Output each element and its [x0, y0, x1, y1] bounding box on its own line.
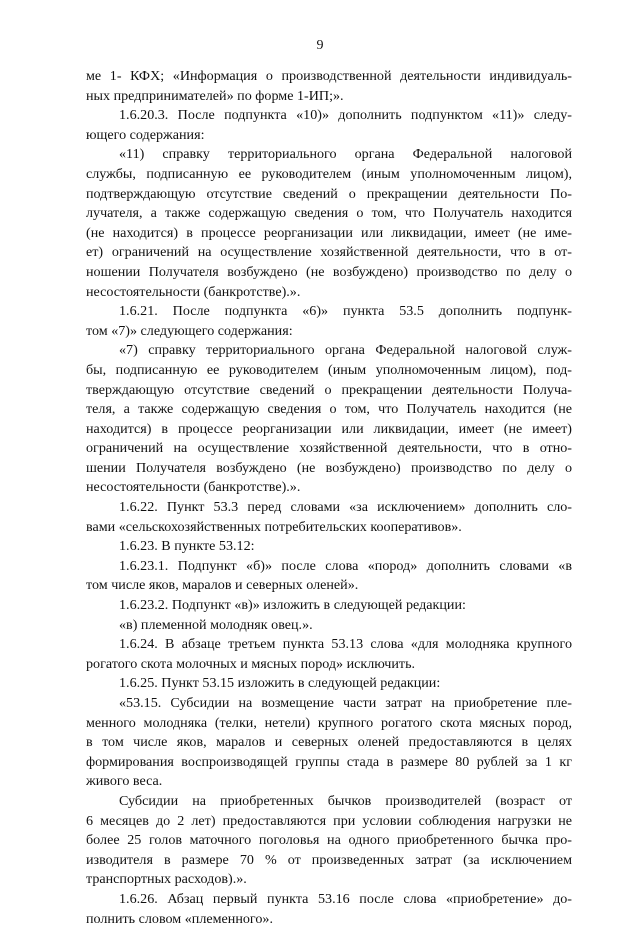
text-line: изводителя в размере 70 % от произведенных затрат (за исключением [86, 851, 572, 868]
text-line: ношении Получателя возбуждено (не возбуждено) производство по делу о [86, 263, 572, 280]
text-line: 1.6.22. Пункт 53.3 перед словами «за исключением» дополнить сло- [119, 499, 572, 516]
text-line: несостоятельности (банкротстве).». [86, 283, 301, 300]
text-line: 1.6.23.1. Подпункт «б)» после слова «пород» дополнить словами «в [119, 557, 572, 574]
document-body [86, 67, 572, 929]
text-line: рогатого скота молочных и мясных пород» исключить. [86, 655, 416, 672]
text-line: «11) справку территориального органа Федеральной налоговой [119, 146, 572, 163]
text-line: находится) в процессе реорганизации или ликвидации, имеет (не имеет) [86, 420, 572, 437]
text-line: том «7)» следующего содержания: [86, 322, 293, 339]
text-line: 6 месяцев до 2 лет) предоставляются при условии соблюдения нагрузки не [86, 812, 572, 829]
text-line: в том числе яков, маралов и северных оленей предоставляются в целях [86, 734, 572, 751]
text-line: полнить словом «племенного». [86, 910, 273, 927]
text-line: «7) справку территориального органа Федеральной налоговой служ- [119, 342, 572, 359]
text-line: Субсидии на приобретенных бычков производителей (возраст от [119, 792, 572, 809]
text-line: ограничений на осуществление хозяйственной деятельности, что в отно- [86, 440, 572, 457]
text-line: тверждающую отсутствие сведений о прекращении деятельности Получа- [86, 381, 572, 398]
text-line: 1.6.24. В абзаце третьем пункта 53.13 слова «для молодняка крупного [119, 636, 572, 653]
text-line: «53.15. Субсидии на возмещение части затрат на приобретение пле- [119, 695, 572, 711]
text-line: живого веса. [86, 773, 163, 790]
text-line: ме 1- КФХ; «Информация о производственной деятельности индивидуаль- [86, 68, 572, 84]
text-line: (не находится) в процессе реорганизации или ликвидации, имеет (не име- [86, 224, 572, 241]
text-line: «в) племенной молодняк овец.». [119, 616, 313, 633]
text-line: формирования воспроизводящей группы стада в размере 80 рублей за 1 кг [86, 753, 572, 770]
text-line: 1.6.20.3. После подпункта «10)» дополнить подпунктом «11)» следу- [119, 107, 572, 124]
text-line: транспортных расходов).». [86, 871, 247, 888]
text-line: 1.6.25. Пункт 53.15 изложить в следующей редакции: [119, 675, 441, 692]
text-line: лучателя, а также содержащую сведения о том, что Получатель находится [86, 205, 572, 222]
text-line: ет) ограничений на осуществление хозяйственной деятельности, что в от- [86, 244, 572, 261]
text-line: том числе яков, маралов и северных оленей». [86, 577, 359, 594]
text-line: подтверждающую отсутствие сведений о прекращении деятельности По- [86, 185, 572, 202]
text-line: теля, а также содержащую сведения о том, что Получатель находится (не [86, 401, 572, 418]
text-line: ных предпринимателей» по форме 1-ИП;». [86, 87, 344, 104]
text-line: вами «сельскохозяйственных потребительских кооперативов». [86, 518, 462, 535]
text-line: 1.6.23. В пункте 53.12: [119, 538, 255, 555]
text-line: шении Получателя возбуждено (не возбуждено) производство по делу о [86, 459, 572, 476]
text-line: 1.6.23.2. Подпункт «в)» изложить в следующей редакции: [119, 597, 466, 614]
text-line: более 25 голов маточного поголовья на одного приобретенного бычка про- [86, 832, 572, 849]
text-line: службы, подписанную ее руководителем (иным уполномоченным лицом), [86, 165, 572, 182]
page-number: 9 [316, 38, 324, 53]
text-line: 1.6.21. После подпункта «6)» пункта 53.5 дополнить подпунк- [119, 303, 572, 320]
text-line: менного молодняка (телки, нетели) крупного рогатого скота мясных пород, [86, 714, 572, 731]
text-line: несостоятельности (банкротстве).». [86, 479, 301, 496]
text-line: бы, подписанную ее руководителем (иным уполномоченным лицом), под- [86, 361, 572, 378]
text-line: ющего содержания: [86, 126, 205, 143]
text-line: 1.6.26. Абзац первый пункта 53.16 после слова «приобретение» до- [119, 890, 572, 907]
